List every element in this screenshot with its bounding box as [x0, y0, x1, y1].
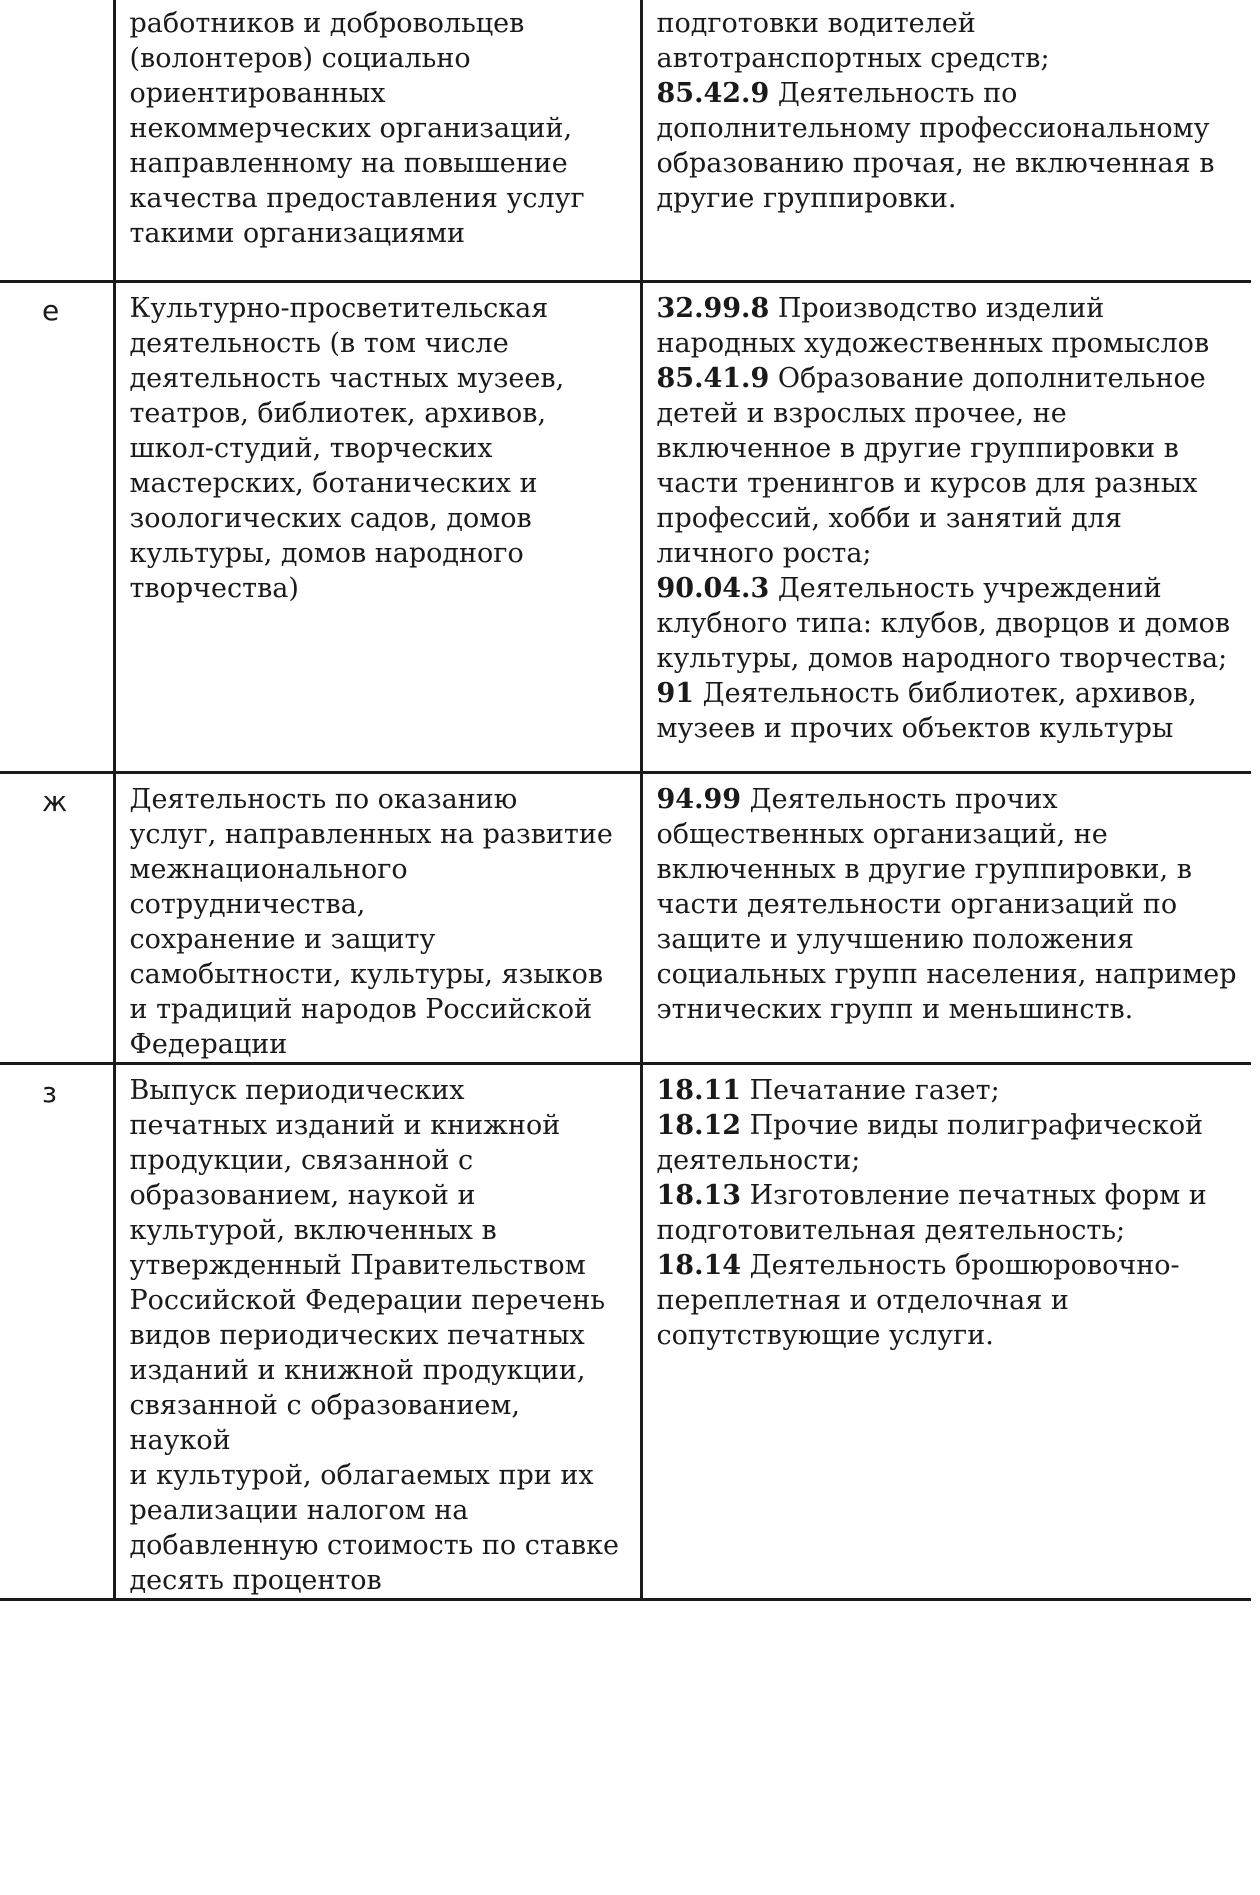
okved-entry: [657, 782, 1242, 1027]
table-row: [0, 1063, 1251, 1599]
okved-entry: [657, 76, 1242, 216]
okved-cell: [641, 1063, 1251, 1599]
okved-code: 18.13: [656, 1179, 742, 1211]
okved-code: 85.41.9: [656, 362, 770, 394]
okved-description: Прочие виды полиграфической деятельности;: [656, 1109, 1204, 1176]
row-letter-cell: з: [0, 1063, 114, 1599]
okved-description: Деятельность библиотек, архивов, музеев и прочих объектов культуры: [656, 677, 1197, 744]
table-row: [0, 772, 1251, 1063]
activity-text: Культурно-просветительская деятельность (в том числе деятельность частных музеев, театров, библиотек, архивов, школ-студий, творческих мастерских, ботанических и зоологических садов, домов культуры, домов народного творчества): [129, 292, 565, 604]
okved-cell: [641, 772, 1251, 1063]
okved-entry: [657, 1248, 1242, 1353]
okved-entry: [657, 1073, 1242, 1108]
okved-cell: [641, 281, 1251, 772]
okved-code: 90.04.3: [656, 572, 770, 604]
okved-code: 18.11: [656, 1074, 742, 1106]
okved-code: 91: [656, 677, 695, 709]
activity-text: Выпуск периодических печатных изданий и книжной продукции, связанной с образованием, наукой и культурой, включенных в утвержденный Правительством Российской Федерации перечень видов периодических печатных изданий и книжной продукции, связанной с образованием, наукой и культурой, облагаемых при их реализации налогом на добавленную стоимость по ставке десять процентов: [129, 1074, 619, 1596]
okved-entry: [657, 361, 1242, 571]
okved-code: 94.99: [656, 783, 742, 815]
okved-code: 18.12: [656, 1109, 742, 1141]
okved-code: 18.14: [656, 1249, 742, 1281]
activity-cell: [114, 281, 641, 772]
okved-description: Изготовление печатных форм и подготовительная деятельность;: [656, 1179, 1207, 1246]
okved-description: Печатание газет;: [749, 1074, 1000, 1106]
okved-cell: [641, 0, 1251, 281]
okved-entry: [657, 676, 1242, 746]
row-letter-cell: [0, 0, 114, 281]
okved-description: Производство изделий народных художественных промыслов: [656, 292, 1210, 359]
activity-cell: [114, 1063, 641, 1599]
okved-description: Деятельность брошюровочно-переплетная и отделочная и сопутствующие услуги.: [656, 1249, 1180, 1351]
okved-entry: [657, 1108, 1242, 1178]
okved-code: 85.42.9: [656, 78, 770, 109]
okved-description: Деятельность по дополнительному профессиональному образованию прочая, не включенная в другие группировки.: [656, 78, 1215, 214]
okved-entry: [657, 291, 1242, 361]
activity-cell: [114, 0, 641, 281]
okved-entry: [657, 1178, 1242, 1248]
activity-cell: [114, 772, 641, 1063]
row-letter-cell: ж: [0, 772, 114, 1063]
table-row: [0, 281, 1251, 772]
activity-text: работников и добровольцев (волонтеров) социально ориентированных некоммерческих организаций, направленному на повышение качества предоставления услуг такими организациями: [129, 8, 585, 249]
activity-text: Деятельность по оказанию услуг, направленных на развитие межнационального сотрудничества, сохранение и защиту самобытности, культуры, языков и традиций народов Российской Федерации: [129, 783, 613, 1060]
okved-description: Деятельность учреждений клубного типа: клубов, дворцов и домов культуры, домов народного творчества;: [656, 572, 1231, 674]
row-letter-cell: е: [0, 281, 114, 772]
okved-description: Деятельность прочих общественных организаций, не включенных в другие группировки, в части деятельности организаций по защите и улучшению положения социальных групп населения, например этнических групп и меньшинств.: [656, 783, 1237, 1025]
okved-description: Образование дополнительное детей и взрослых прочее, не включенное в другие группировки в части тренингов и курсов для разных профессий, хобби и занятий для личного роста;: [656, 362, 1206, 569]
okved-code: 32.99.8: [656, 292, 770, 324]
okved-entry: [657, 571, 1242, 676]
table-row: [0, 0, 1251, 281]
okved-lead-text: подготовки водителей автотранспортных средств;: [656, 8, 1050, 74]
